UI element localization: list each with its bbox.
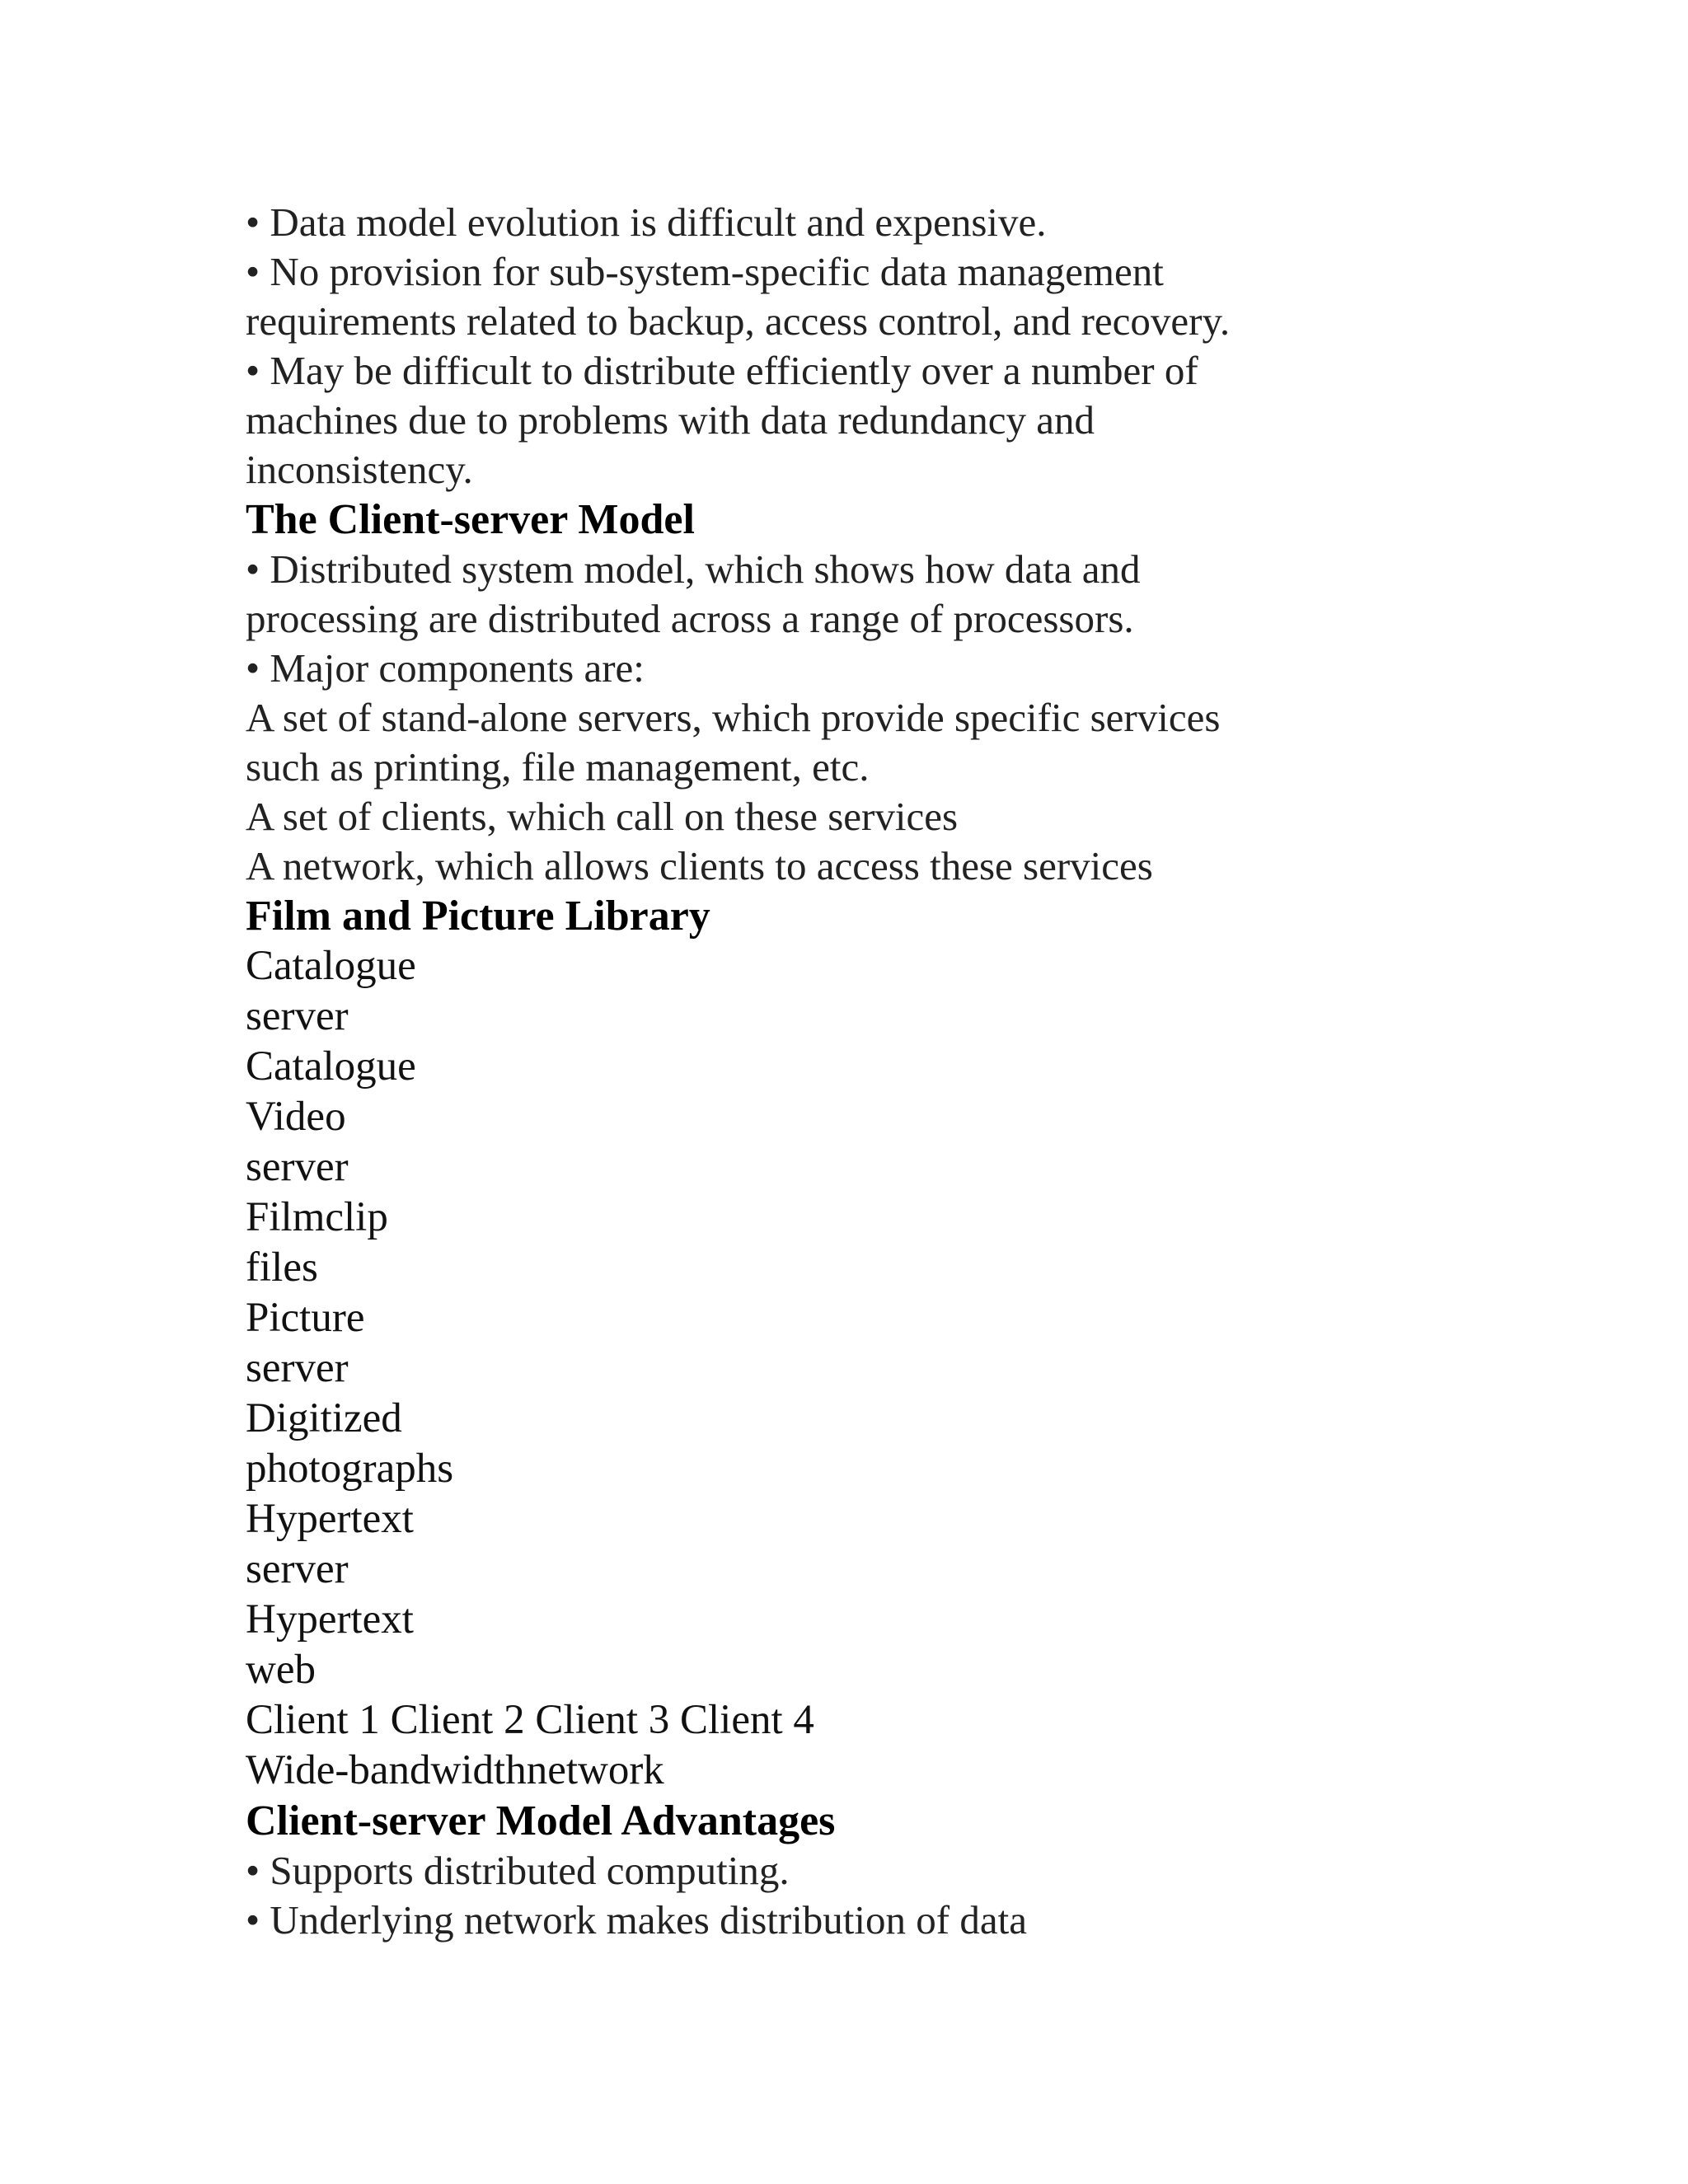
- heading-client-server-advantages: Client-server Model Advantages: [246, 1797, 836, 1844]
- diagram-label: server: [246, 1546, 349, 1592]
- client-server-section: [246, 545, 1465, 891]
- diagram-label: files: [246, 1244, 318, 1291]
- diagram-label: Hypertext: [246, 1496, 414, 1542]
- diagram-label: server: [246, 1345, 349, 1391]
- bullet-line: requirements related to backup, access control, and recovery.: [246, 298, 1231, 344]
- diagram-label: Wide-bandwidthnetwork: [246, 1747, 664, 1793]
- diagram-label: photographs: [246, 1446, 454, 1492]
- bullets-top: [246, 198, 1465, 494]
- bullet-line: machines due to problems with data redundancy and: [246, 397, 1095, 443]
- page-content: [246, 198, 1465, 1945]
- body-line: A set of stand-alone servers, which provide specific services: [246, 695, 1221, 740]
- heading-film-picture-library: Film and Picture Library: [246, 893, 710, 940]
- diagram-labels: [246, 941, 1465, 1796]
- diagram-label: Filmclip: [246, 1194, 388, 1240]
- diagram-label: Hypertext: [246, 1596, 414, 1643]
- body-line: processing are distributed across a range of processors.: [246, 596, 1134, 641]
- heading-client-server-model: The Client-server Model: [246, 496, 695, 543]
- diagram-label: web: [246, 1647, 316, 1693]
- bullet-line: • Supports distributed computing.: [246, 1848, 790, 1893]
- diagram-label: Client 1 Client 2 Client 3 Client 4: [246, 1697, 814, 1743]
- body-line: A network, which allows clients to access these services: [246, 843, 1153, 888]
- bullet-line: • Data model evolution is difficult and expensive.: [246, 199, 1047, 245]
- body-line: • Major components are:: [246, 645, 645, 691]
- advantages-section: [246, 1846, 1465, 1945]
- diagram-label: Catalogue: [246, 1043, 416, 1090]
- bullet-line: • May be difficult to distribute efficiently over a number of: [246, 348, 1198, 393]
- body-line: • Distributed system model, which shows how data and: [246, 546, 1141, 592]
- diagram-label: Video: [246, 1094, 346, 1140]
- diagram-label: server: [246, 993, 349, 1039]
- body-line: A set of clients, which call on these services: [246, 794, 959, 839]
- diagram-label: Picture: [246, 1295, 365, 1341]
- bullet-line: inconsistency.: [246, 447, 473, 492]
- diagram-label: Digitized: [246, 1395, 402, 1441]
- body-line: such as printing, file management, etc.: [246, 744, 870, 790]
- bullet-line: • No provision for sub-system-specific data management: [246, 249, 1164, 294]
- diagram-label: server: [246, 1144, 349, 1190]
- bullet-line: • Underlying network makes distribution of data: [246, 1897, 1027, 1943]
- diagram-label: Catalogue: [246, 943, 416, 989]
